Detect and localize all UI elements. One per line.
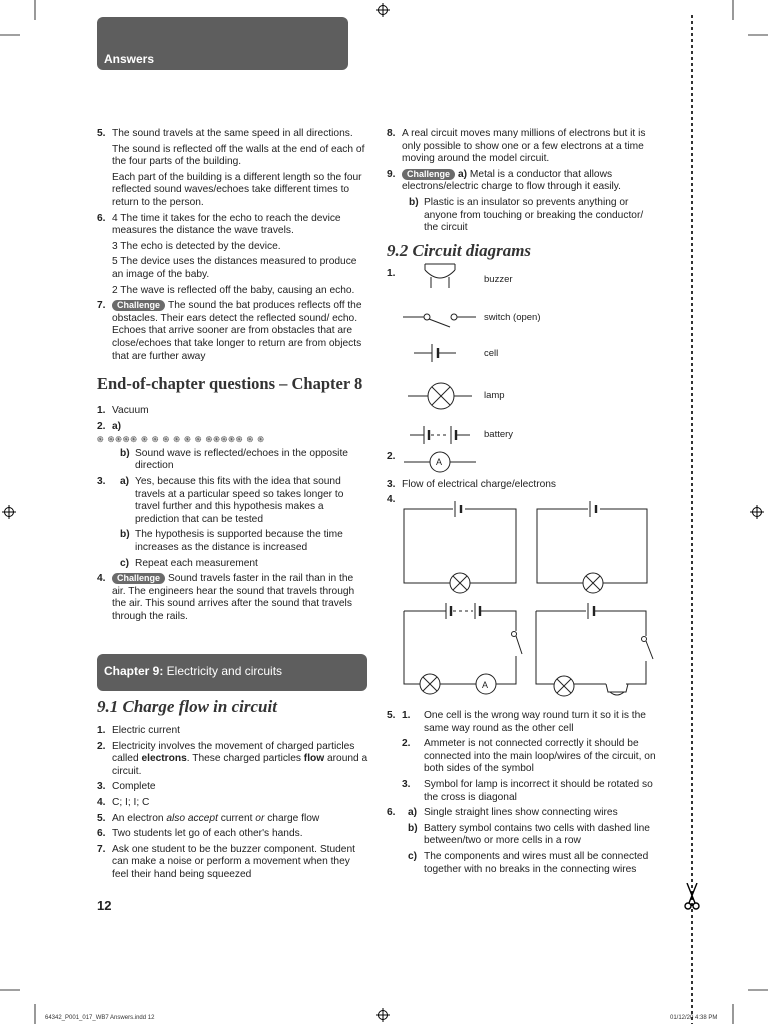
right-q9: 9. Challenge a) Metal is a conductor that allows electrons/electric charge to flow through it easily. [387,168,621,193]
battery-label: battery [484,429,514,440]
left-q5: 5. The sound travels at the same speed in all directions. [97,128,369,141]
cell-label: cell [484,348,499,359]
q5-line: The sound travels at the same speed in all directions. [112,128,353,139]
registration-mark-top [376,3,390,17]
answers-header-title: Answers [104,52,155,67]
right-q8: 8. A real circuit moves many millions of electrons but it is only possible to show one or a few electrons at a time moving around the model circuit. [387,128,646,165]
right-q6: 6. a) Single straight lines show connecting wires [387,807,618,819]
q7-text: The sound the bat produces reflects off the obstacles. Their ears detect the reflected sound/ echo. Echoes that arrive sooner are from obstacles that are close/echoes that take longer to return are from objects that are further away [112,300,362,362]
switch-label: switch (open) [484,312,541,323]
circuit-symbols [398,262,488,452]
q6-line: 3 The echo is detected by the device. [112,240,281,252]
right-q4-num: 4. [387,494,396,505]
section-9-1-title: 9.1 Charge flow in circuit [97,697,277,716]
challenge-badge: Challenge [112,300,165,311]
s91-q6: 6. Two students let go of each other's hands. [97,828,303,840]
right-q3-num: 3. [387,479,396,490]
left-q7: 7. Challenge The sound the bat produces reflects off the obstacles. Their ears detect the reflected sound/ echo. Echoes that arrive sooner are from obstacles that are close/echoes that take longer to return are from objects that are further away [97,300,362,362]
eoc-q2: 2. a) [97,420,122,432]
symbols-num: 1. [387,268,396,279]
right-q6-c: c) The components and wires must all be connected together with no breaks in the connecting wires [408,850,649,875]
right-q5-2: 2. Ammeter is not connected correctly it should be connected into the main loop/wires of the circuit, on both sides of the symbol [402,738,656,775]
circuit-diagrams [398,496,688,702]
q6-line: 4 The time it takes for the echo to reach the device measures the distance the wave travels. [112,212,341,237]
chapter-9-bar: Chapter 9: Electricity and circuits [97,654,367,691]
section-9-1 [97,697,369,885]
footer-file-info: 64342_P001_017_WB7 Answers.indd 12 [45,1015,155,1021]
s91-q5: 5. An electron also accept current or charge flow [97,812,320,824]
q6-line: 5 The device uses the distances measured to produce an image of the baby. [112,256,357,280]
ammeter-letter: A [436,457,443,467]
eoc-q3: 3. a) Yes, because this fits with the idea that sound travels at a particular speed so takes longer to travel further and this hypothesis makes a prediction that can be tested [97,476,344,525]
s91-q3: 3. Complete [97,781,156,793]
right-q2-num: 2. [387,451,396,462]
eoc-q3c: c) Repeat each measurement [120,557,258,569]
s91-q7: 7. Ask one student to be the buzzer component. Student can make a noise or perform a movement when they feel their hand being squeezed [97,843,355,880]
right-q5-3: 3. Symbol for lamp is incorrect it should be rotated so the cross is diagonal [402,778,653,803]
left-q6: 6. 4 The time it takes for the echo to reach the device measures the distance the wave travels. [97,213,369,238]
circuit-ammeter-letter: A [482,680,489,690]
registration-mark-right [750,505,764,519]
scissors-icon [683,883,701,911]
eoc-q3b: b) The hypothesis is supported because the time increases as the distance is increased [120,529,343,554]
right-q9b: b) Plastic is an insulator so prevents anything or anyone from touching or breaking the conductor/ the circuit [409,196,644,234]
right-lower [387,710,659,879]
left-column [97,128,369,627]
s91-q2: 2. Electricity involves the movement of charged particles called electrons. These charged particles flow around a circuit. [97,740,368,777]
challenge-badge: Challenge [112,573,165,584]
eoc-title: End-of-chapter questions – Chapter 8 [97,374,363,394]
right-q6-b: b) Battery symbol contains two cells with dashed line between/two or more cells in a row [408,822,650,847]
q5-line: The sound is reflected off the walls at the end of each of the four parts of the building. [112,143,365,168]
footer-timestamp: 01/12/20 4:38 PM [670,1015,718,1021]
right-q5: 5. 1. One cell is the wrong way round turn it so it is the same way round as the other cell [387,710,646,734]
lamp-label: lamp [484,390,505,401]
right-q3-text: Flow of electrical charge/electrons [402,479,557,490]
s91-q1: 1. Electric current [97,725,180,736]
page-number: 12 [97,898,112,913]
q5-line: Each part of the building is a different length so the four reflected sound waves/echoes take different times to return to the person. [112,171,362,208]
challenge-badge: Challenge [402,169,455,180]
buzzer-label: buzzer [484,274,513,285]
right-column [387,128,659,261]
q6-line: 2 The wave is reflected off the baby, causing an echo. [112,284,355,296]
registration-mark-bottom [376,1008,390,1022]
eoc-q1: 1. Vacuum [97,405,149,417]
eoc-q4: 4. Challenge Sound travels faster in the rail than in the air. The engineers hear the sound that travels through the air. This sound arrives after the sound that travels through the rails. [97,573,355,622]
wave-dots-row: ֍ ֍֍֍֍ ֍ ֍ ֍ ֍ ֍ ֍ ֍֍֍֍֍ ֍ ֍ [97,435,265,445]
answers-header [97,17,348,70]
section-9-2-title: 9.2 Circuit diagrams [387,240,532,260]
eoc-q2b: b) Sound wave is reflected/echoes in the opposite direction [120,447,348,472]
registration-mark-left [2,505,16,519]
s91-q4: 4. C; I; I; C [97,796,150,808]
